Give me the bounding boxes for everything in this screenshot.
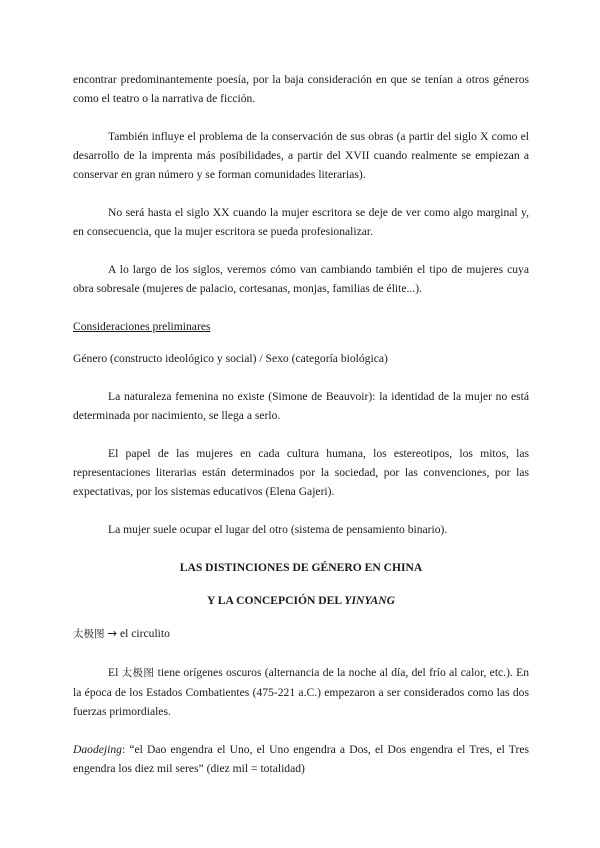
taiji-intro: El	[108, 666, 122, 679]
paragraph-beauvoir: La naturaleza femenina no existe (Simone de Beauvoir): la identidad de la mujer no está determinada por nacimiento, se llega a serlo.	[73, 390, 529, 422]
daodejing-quote: : “el Dao engendra el Uno, el Uno engendra a Dos, el Dos engendra el Tres, el Tres engendra los diez mil seres” (diez mil = totalidad)	[73, 743, 529, 775]
heading-line-2	[73, 591, 529, 610]
taiji-definition	[73, 624, 529, 644]
taiji-chinese: 太极图	[73, 628, 105, 640]
daodejing-title: Daodejing	[73, 743, 122, 756]
arrow-right-icon: →	[107, 626, 118, 640]
heading-line-1: LAS DISTINCIONES DE GÉNERO EN CHINA	[179, 561, 423, 574]
paragraph-taiji-origins	[73, 663, 529, 721]
document-page	[73, 70, 529, 797]
paragraph-daodejing	[73, 740, 529, 778]
heading-line-2-prefix: Y LA CONCEPCIÓN DEL	[206, 594, 345, 607]
taiji-chinese-inline: 太极图	[121, 667, 155, 679]
heading-yinyang: YINYANG	[344, 594, 396, 607]
paragraph-genres: encontrar predominantemente poesía, por la baja consideración en que se tenían a otros géneros como el teatro o la narrativa de ficción.	[73, 73, 529, 105]
paragraph-gajeri: El papel de las mujeres en cada cultura humana, los estereotipos, los mitos, las representaciones literarias están determinados por la sociedad, por las convenciones, por las expectativas, por los sistemas educativos (Elena Gajeri).	[73, 447, 529, 498]
taiji-meaning: el circulito	[117, 627, 170, 640]
paragraph-binary-thought: La mujer suele ocupar el lugar del otro (sistema de pensamiento binario).	[108, 523, 448, 536]
paragraph-twentieth-century: No será hasta el siglo XX cuando la mujer escritora se deje de ver como algo marginal y, en consecuencia, que la mujer escritora se pueda profesionalizar.	[73, 206, 529, 238]
paragraph-types-of-women: A lo largo de los siglos, veremos cómo van cambiando también el tipo de mujeres cuya obra sobresale (mujeres de palacio, cortesanas, monjas, familias de élite...).	[73, 263, 529, 295]
section-title: Consideraciones preliminares	[73, 320, 211, 333]
taiji-origins-text: tiene orígenes oscuros (alternancia de la noche al día, del frío al calor, etc.). En la época de los Estados Combatientes (475-221 a.C.) empezaron a ser considerados como las dos fuerzas primordiales.	[73, 666, 530, 718]
gender-sex-line: Género (constructo ideológico y social) / Sexo (categoría biológica)	[73, 352, 388, 365]
paragraph-conservation: También influye el problema de la conservación de sus obras (a partir del siglo X como el desarrollo de la imprenta más posibilidades, a partir del XVII cuando realmente se empiezan a conservar en gran número y se forman comunidades literarias).	[73, 130, 529, 181]
